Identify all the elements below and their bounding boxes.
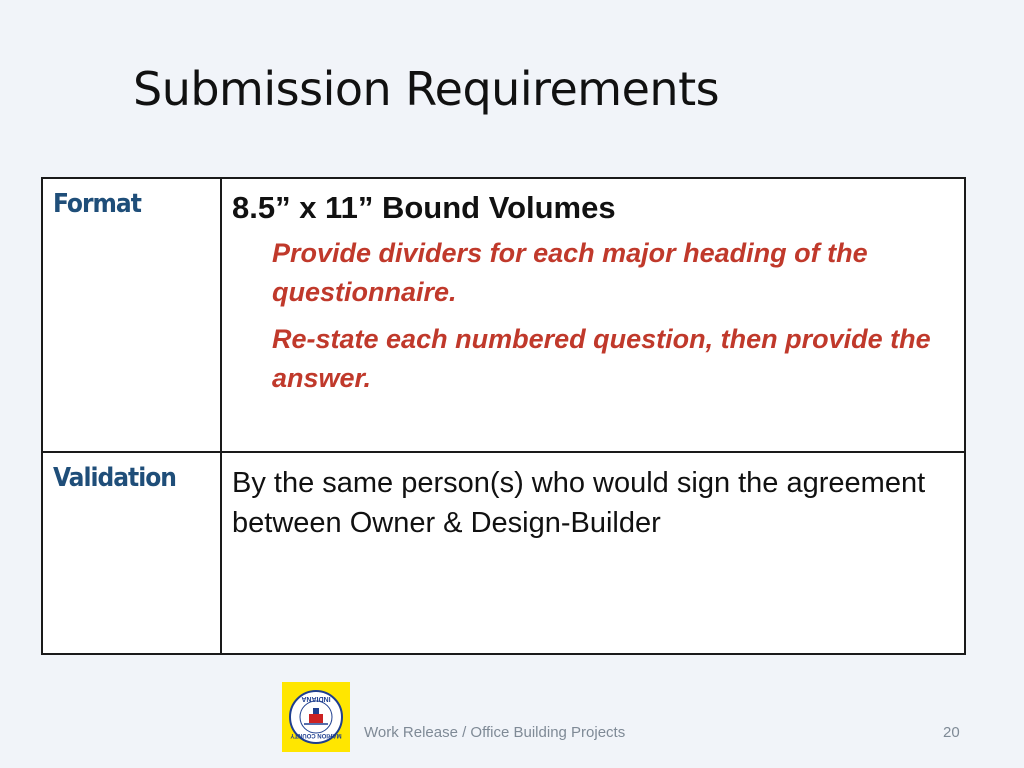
svg-text:MARION COUNTY: MARION COUNTY [290, 732, 342, 738]
slide-title: Submission Requirements [133, 62, 720, 116]
format-main-text: 8.5” x 11” Bound Volumes [232, 190, 616, 225]
county-seal-logo [282, 682, 350, 752]
requirements-table [41, 177, 966, 655]
format-item-restate: Re-state each numbered question, then provide the answer. [272, 324, 931, 393]
format-item-dividers: Provide dividers for each major heading of the questionnaire. [272, 238, 868, 307]
table-row [42, 452, 965, 654]
row-label-format: Format [42, 178, 221, 452]
table-row [42, 178, 965, 452]
footer-text: Work Release / Office Building Projects [364, 724, 626, 741]
row-label-validation: Validation [42, 452, 221, 654]
format-content [221, 178, 965, 452]
page-number: 20 [943, 724, 960, 741]
validation-content [221, 452, 965, 654]
svg-text:INDIANA: INDIANA [301, 695, 331, 702]
validation-text: By the same person(s) who would sign the agreement between Owner & Design-Builder [232, 467, 926, 539]
